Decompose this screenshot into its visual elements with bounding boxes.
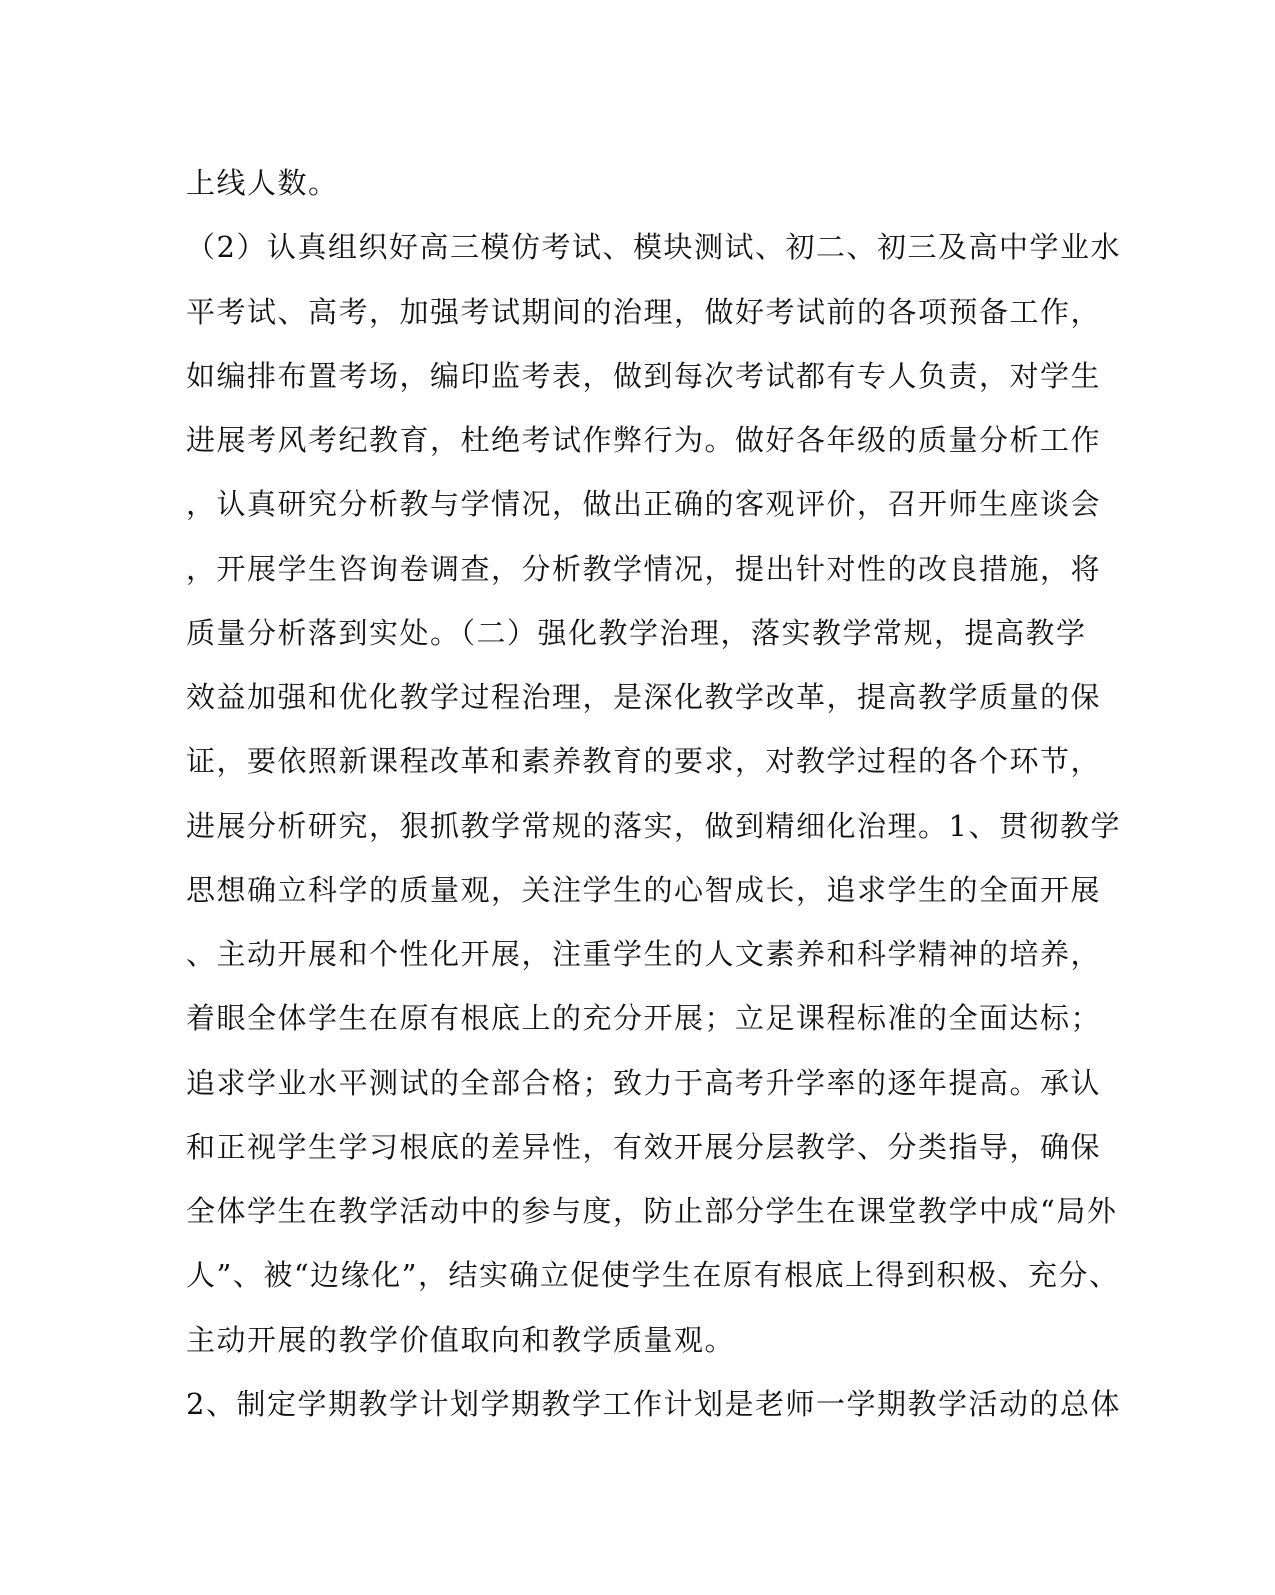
text-line: 质量分析落到实处。（二）强化教学治理，落实教学常规，提高教学 xyxy=(186,616,1087,650)
text-line: 效益加强和优化教学过程治理，是深化教学改革，提高教学质量的保 xyxy=(186,680,1102,714)
text-line: 平考试、高考，加强考试期间的治理，做好考试前的各项预备工作， xyxy=(186,295,1102,329)
text-line: 进展分析研究，狠抓教学常规的落实，做到精细化治理。1、贯彻教学 xyxy=(186,809,1121,843)
text-line: 上线人数。 xyxy=(186,166,339,200)
text-line: 全体学生在教学活动中的参与度，防止部分学生在课堂教学中成“局外 xyxy=(186,1194,1118,1228)
text-line: ，认真研究分析教与学情况，做出正确的客观评价，召开师生座谈会 xyxy=(186,487,1102,521)
text-line: 如编排布置考场，编印监考表，做到每次考试都有专人负责，对学生 xyxy=(186,359,1102,393)
text-line: 主动开展的教学价值取向和教学质量观。 xyxy=(186,1323,736,1357)
text-line: 和正视学生学习根底的差异性，有效开展分层教学、分类指导，确保 xyxy=(186,1130,1102,1164)
text-line: 证，要依照新课程改革和素养教育的要求，对教学过程的各个环节， xyxy=(186,744,1102,778)
text-line: 追求学业水平测试的全部合格；致力于高考升学率的逐年提高。承认 xyxy=(186,1066,1102,1100)
text-line: 2、制定学期教学计划学期教学工作计划是老师一学期教学活动的总体 xyxy=(186,1387,1121,1421)
text-line: ，开展学生咨询卷调查，分析教学情况，提出针对性的改良措施，将 xyxy=(186,552,1102,586)
text-line: （2）认真组织好高三模仿考试、模块测试、初二、初三及高中学业水 xyxy=(186,230,1121,264)
text-line: 人”、被“边缘化”，结实确立促使学生在原有根底上得到积极、充分、 xyxy=(186,1258,1120,1292)
text-line: 、主动开展和个性化开展，注重学生的人文素养和科学精神的培养， xyxy=(186,937,1102,971)
text-line: 着眼全体学生在原有根底上的充分开展；立足课程标准的全面达标； xyxy=(186,1001,1102,1035)
text-line: 进展考风考纪教育，杜绝考试作弊行为。做好各年级的质量分析工作 xyxy=(186,423,1102,457)
text-line: 思想确立科学的质量观，关注学生的心智成长，追求学生的全面开展 xyxy=(186,873,1102,907)
